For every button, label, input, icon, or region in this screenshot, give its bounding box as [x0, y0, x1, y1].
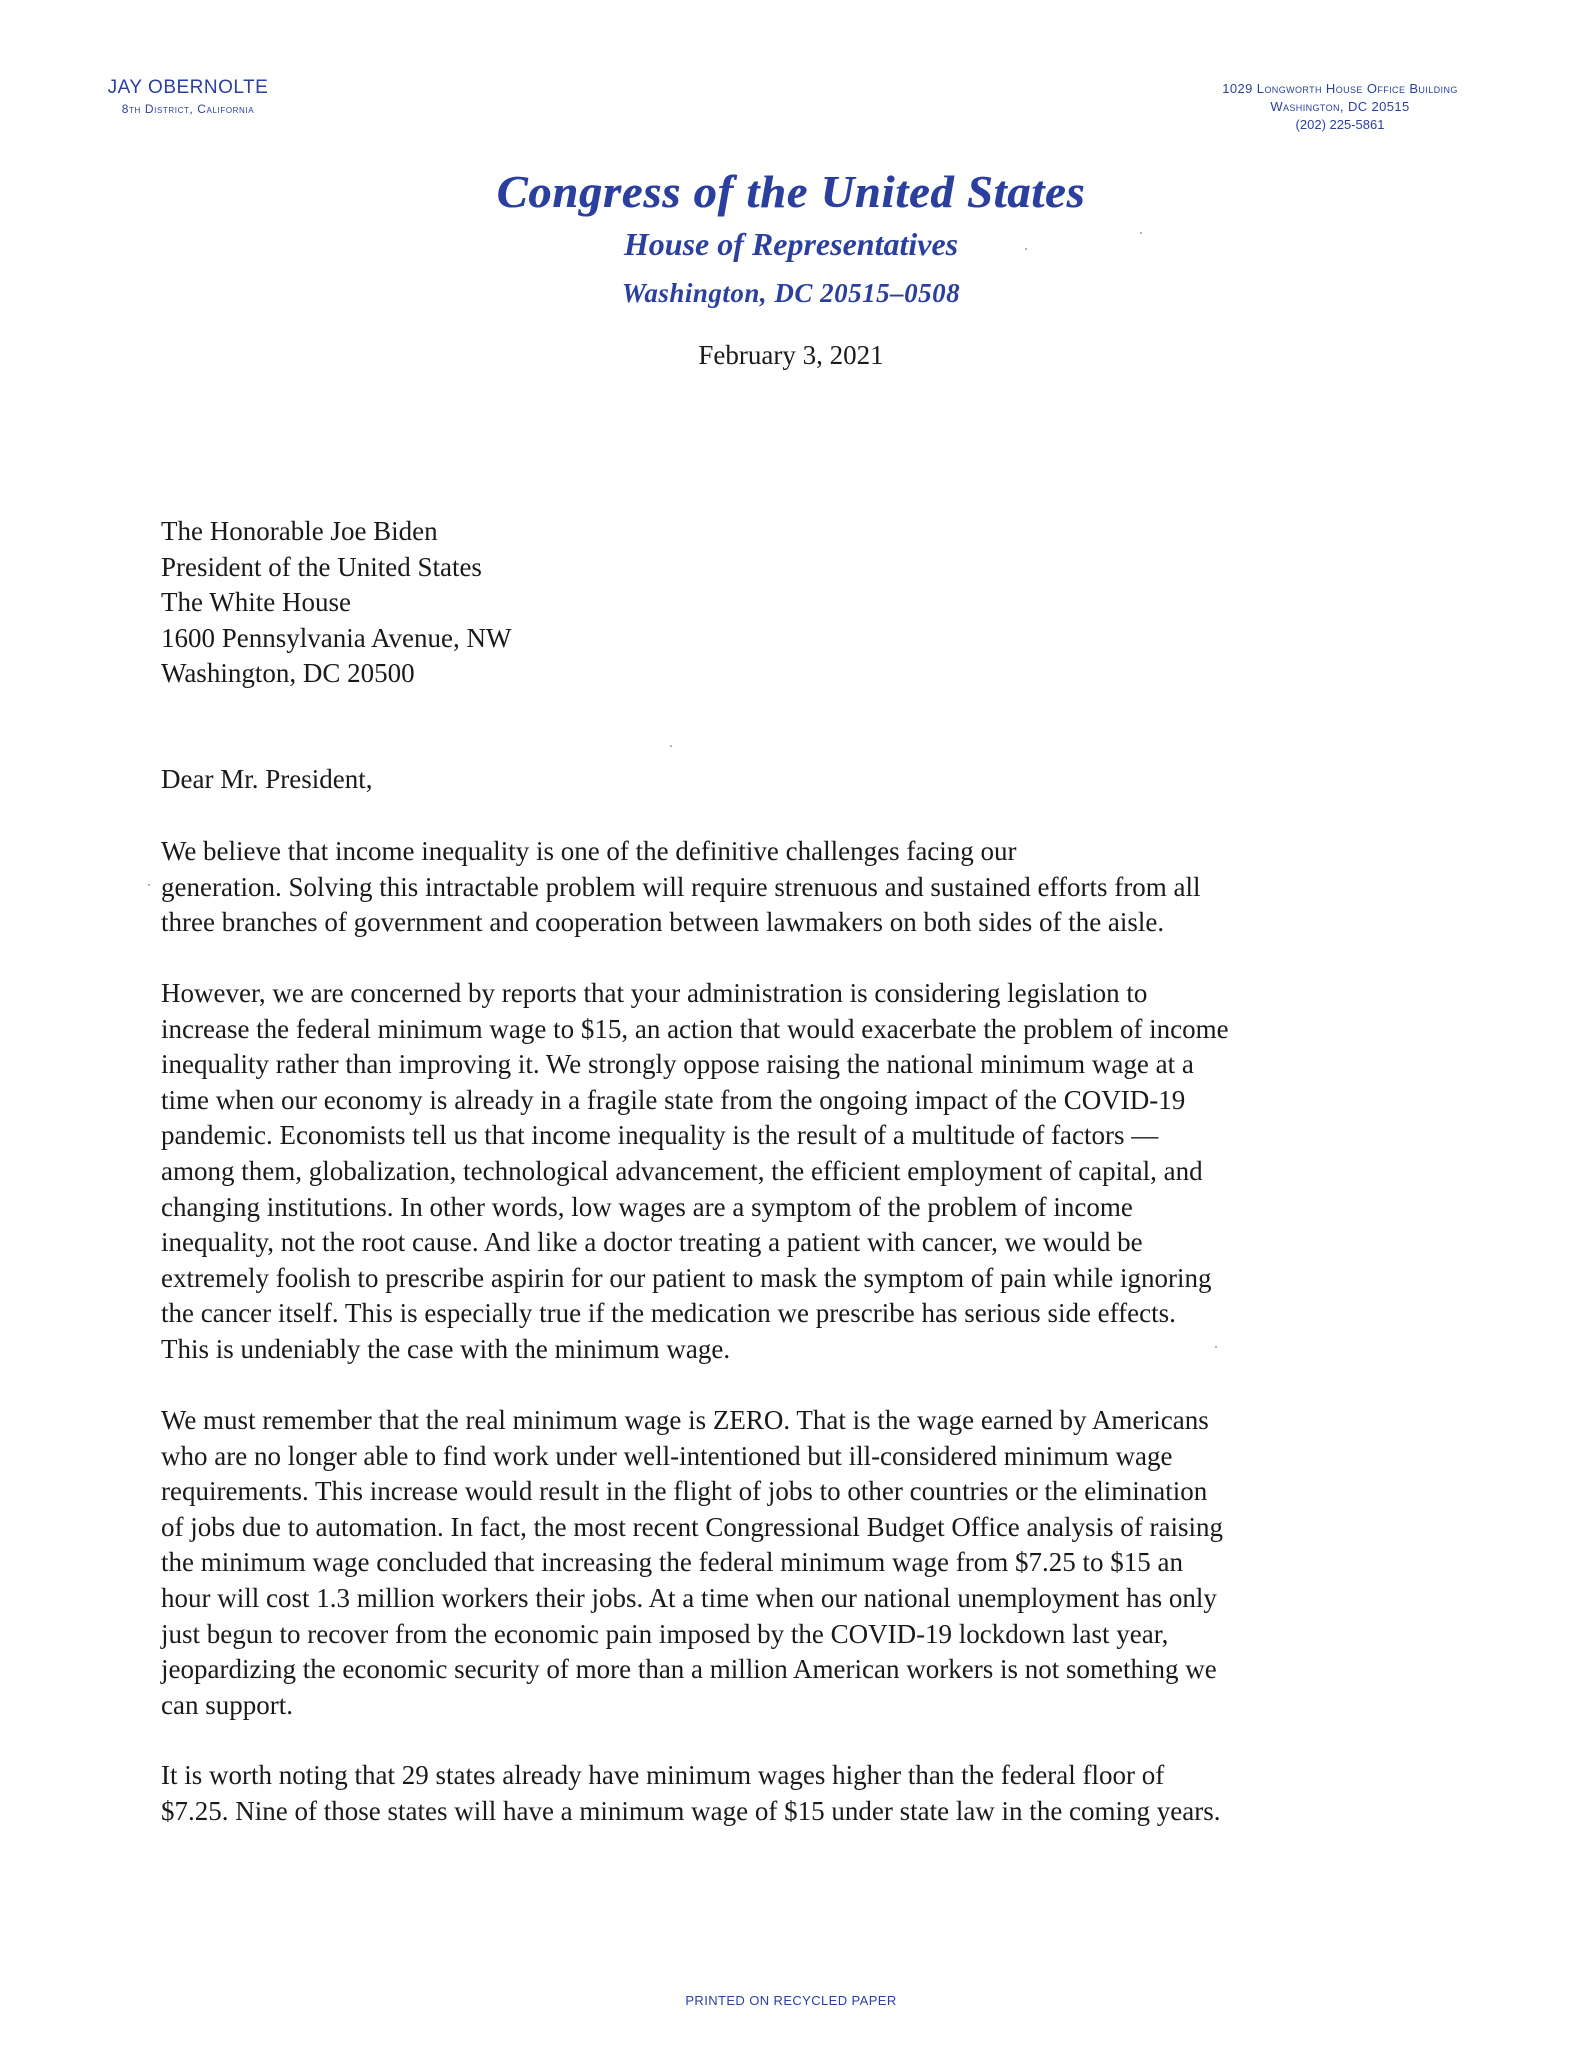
scan-speck: [670, 745, 672, 747]
masthead-city: Washington, DC 20515–0508: [621, 278, 961, 308]
office-address-line1: 1029 Longworth House Office Building: [1222, 81, 1458, 96]
recycled-paper-note: PRINTED ON RECYCLED PAPER: [685, 1993, 897, 2008]
salutation: Dear Mr. President,: [161, 764, 373, 794]
text-line: can support.: [161, 1689, 293, 1720]
text-line: the cancer itself. This is especially true if the medication we prescribe has serious side effects.: [161, 1298, 1176, 1329]
office-address-block: [1150, 80, 1530, 134]
member-name: JAY OBERNOLTE: [107, 77, 269, 98]
text-line: inequality, not the root cause. And like a doctor treating a patient with cancer, we would be: [161, 1227, 1143, 1258]
member-district: 8th District, California: [121, 102, 255, 116]
text-line: We must remember that the real minimum wage is ZERO. That is the wage earned by Americans: [161, 1405, 1209, 1435]
text-line: requirements. This increase would result in the flight of jobs to other countries or the elimination: [161, 1476, 1208, 1507]
text-line: the minimum wage concluded that increasing the federal minimum wage from $7.25 to $15 an: [161, 1547, 1183, 1578]
recipient-line: President of the United States: [161, 551, 482, 582]
body-paragraph: [161, 1758, 1401, 1829]
recipient-address: [161, 514, 1401, 692]
scan-speck: [1140, 232, 1142, 234]
text-line: changing institutions. In other words, low wages are a symptom of the problem of income: [161, 1191, 1133, 1222]
letter-date: February 3, 2021: [698, 340, 884, 370]
member-block: [68, 76, 308, 118]
text-line: jeopardizing the economic security of more than a million American workers is not something we: [161, 1654, 1217, 1685]
scan-speck: [1025, 248, 1027, 250]
text-line: extremely foolish to prescribe aspirin for our patient to mask the symptom of pain while ignoring: [161, 1262, 1212, 1293]
text-line: However, we are concerned by reports that your administration is considering legislation to: [161, 978, 1148, 1008]
text-line: just begun to recover from the economic pain imposed by the COVID-19 lockdown last year,: [161, 1618, 1169, 1649]
body-paragraph: [161, 1403, 1401, 1723]
office-phone: (202) 225-5861: [1295, 117, 1385, 132]
text-line: It is worth noting that 29 states already have minimum wages higher than the federal floor of: [161, 1760, 1165, 1790]
text-line: increase the federal minimum wage to $15, an action that would exacerbate the problem of income: [161, 1013, 1229, 1044]
house-title: House of Representatives: [623, 226, 959, 262]
text-line: of jobs due to automation. In fact, the most recent Congressional Budget Office analysis of raising: [161, 1511, 1224, 1542]
text-line: pandemic. Economists tell us that income inequality is the result of a multitude of factors —: [161, 1120, 1159, 1151]
text-line: We believe that income inequality is one of the definitive challenges facing our: [161, 836, 1017, 866]
text-line: This is undeniably the case with the minimum wage.: [161, 1333, 731, 1364]
scan-speck: [1215, 1346, 1217, 1348]
text-line: hour will cost 1.3 million workers their jobs. At a time when our national unemployment has only: [161, 1582, 1217, 1613]
recipient-line: The Honorable Joe Biden: [161, 516, 438, 546]
recipient-line: Washington, DC 20500: [161, 658, 415, 689]
office-address-line2: Washington, DC 20515: [1270, 99, 1410, 114]
text-line: three branches of government and cooperation between lawmakers on both sides of the aisle.: [161, 907, 1165, 938]
congress-title: Congress of the United States: [496, 166, 1086, 217]
recipient-line: The White House: [161, 587, 351, 618]
text-line: time when our economy is already in a fragile state from the ongoing impact of the COVID-19: [161, 1084, 1186, 1115]
text-line: inequality rather than improving it. We strongly oppose raising the national minimum wage at a: [161, 1049, 1194, 1080]
text-line: among them, globalization, technological advancement, the efficient employment of capital, and: [161, 1155, 1203, 1186]
text-line: generation. Solving this intractable problem will require strenuous and sustained efforts from all: [161, 871, 1201, 902]
text-line: who are no longer able to find work under well-intentioned but ill-considered minimum wage: [161, 1440, 1173, 1471]
scan-speck: [148, 884, 150, 886]
recipient-line: 1600 Pennsylvania Avenue, NW: [161, 622, 512, 653]
body-paragraph: [161, 834, 1401, 941]
text-line: $7.25. Nine of those states will have a minimum wage of $15 under state law in the coming years.: [161, 1795, 1221, 1826]
body-paragraph: [161, 976, 1401, 1368]
